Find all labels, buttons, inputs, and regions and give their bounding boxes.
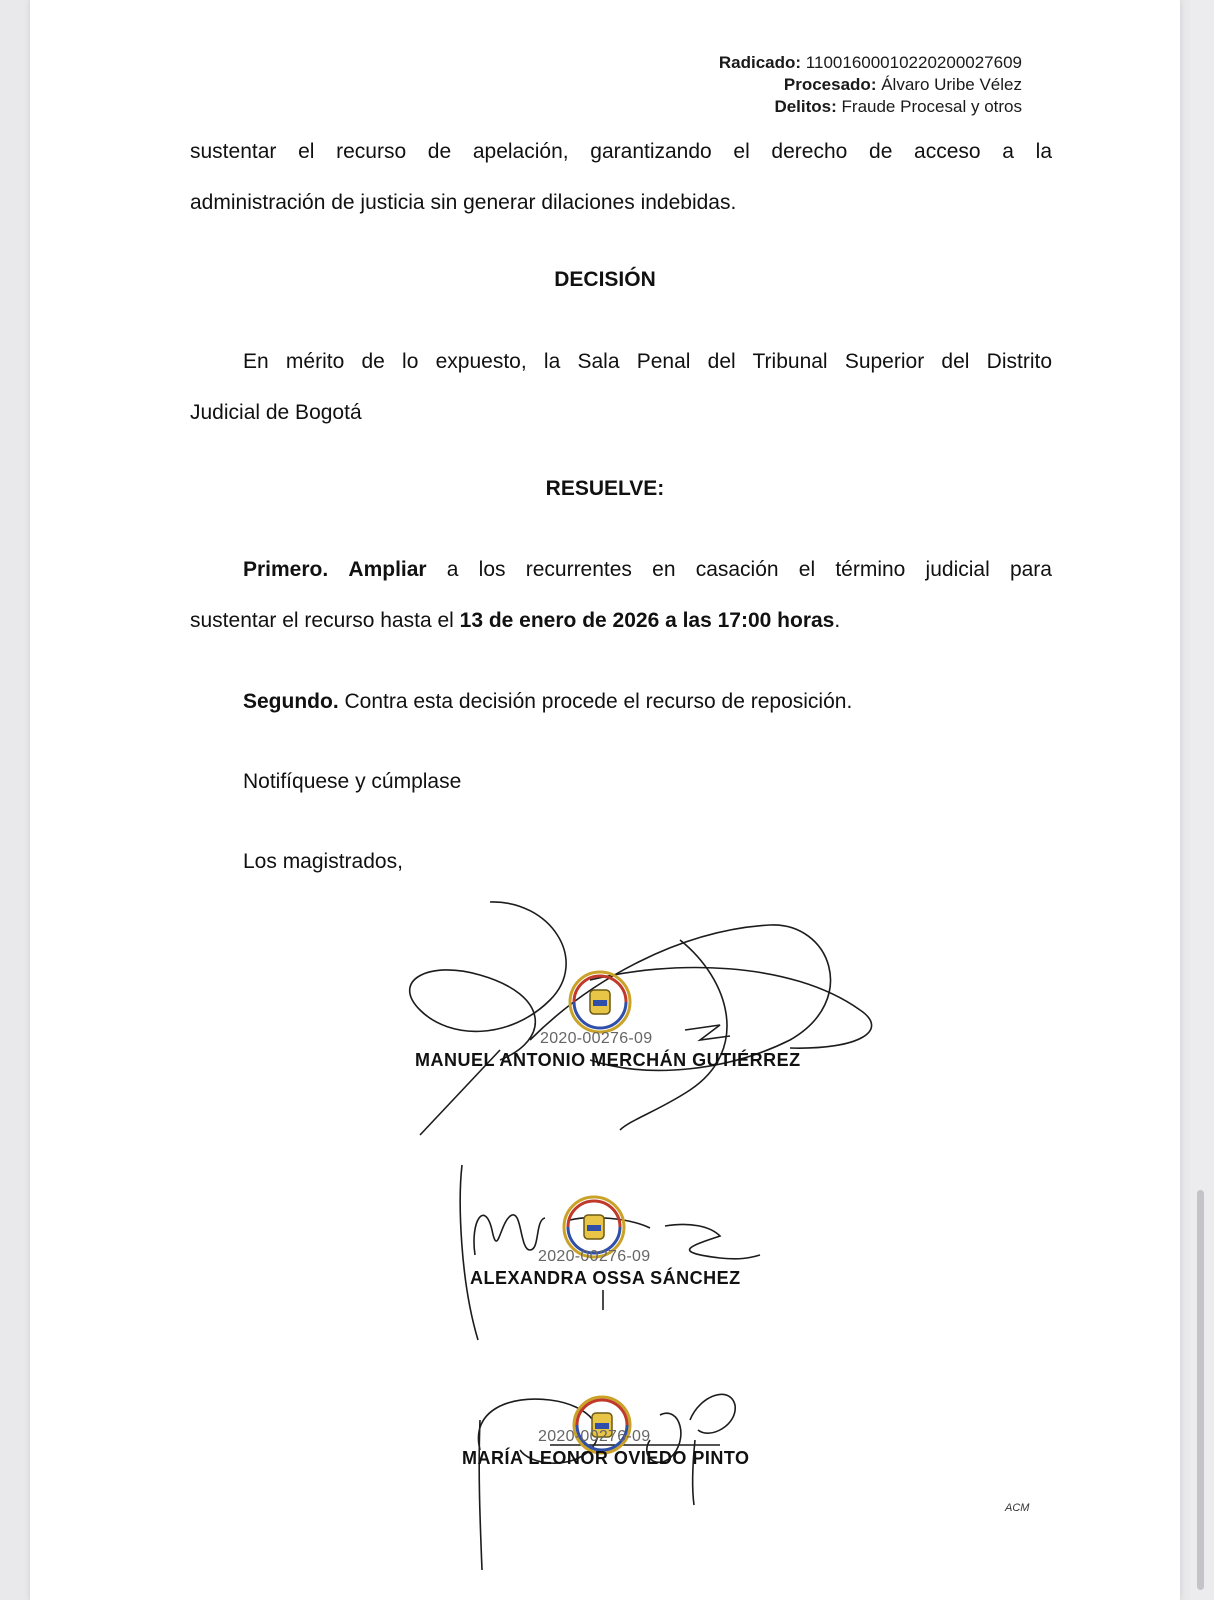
delitos-line: Delitos: Fraude Procesal y otros [774,97,1022,116]
heading-decision: DECISIÓN [554,268,656,291]
paragraph-segundo: Segundo. Contra esta decisión procede el recurso de reposición. [243,690,853,713]
signature-3-name: MARÍA LEONOR OVIEDO PINTO [462,1448,750,1468]
document-page [30,0,1180,1600]
radicado-line: Radicado: 11001600010220200027609 [718,53,1022,72]
notifiquese-text: Notifíquese y cúmplase [243,770,462,793]
signature-1-name: MANUEL ANTONIO MERCHÁN GUTIÉRREZ [415,1050,801,1070]
paragraph-primero: Primero. Ampliar a los recurrentes en casación el término judicial para sustentar el recurso hasta el 13 de enero de 2026 a las 17:00 horas. [190,558,1052,632]
signature-3-seal-icon [572,1395,632,1455]
paragraph-appeal: sustentar el recurso de apelación, garantizando el derecho de acceso a la administración de justicia sin generar dilaciones indebidas. [190,140,1052,214]
signature-3-scribble [30,0,1180,1600]
initials-mark: ACM [1005,1502,1030,1514]
signature-2-seal-code: 2020-00276-09 [538,1248,651,1265]
signature-2-name: ALEXANDRA OSSA SÁNCHEZ [470,1268,741,1288]
heading-resuelve: RESUELVE: [545,477,665,500]
scrollbar[interactable] [1190,0,1214,1600]
scrollbar-thumb[interactable] [1197,1190,1204,1590]
magistrados-text: Los magistrados, [243,850,403,873]
signature-3-seal-code: 2020-00276-09 [538,1428,651,1445]
procesado-line: Procesado: Álvaro Uribe Vélez [783,75,1022,94]
paragraph-merito: En mérito de lo expuesto, la Sala Penal del Tribunal Superior del Distrito Judicial de Bogotá [190,350,1052,424]
signature-1-seal-code: 2020-00276-09 [540,1030,653,1047]
